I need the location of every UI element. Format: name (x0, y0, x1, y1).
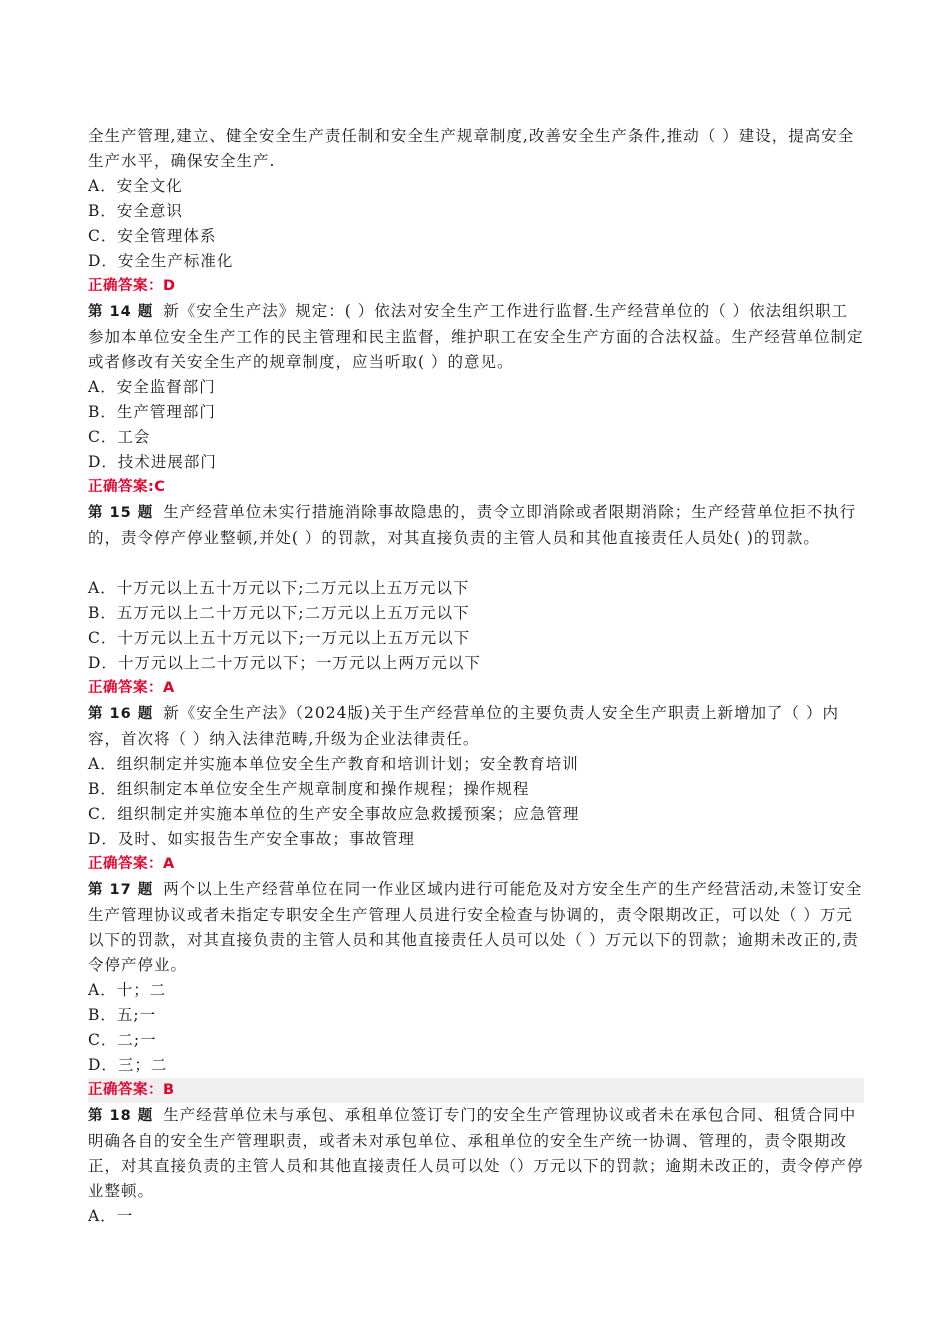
q13-answer: 正确答案：D (88, 278, 176, 294)
q17-stem-block (88, 877, 864, 978)
q17-stem: 两个以上生产经营单位在同一作业区域内进行可能危及对方安全生产的生产经营活动,未签订安全生产管理协议或者未指定专职安全生产管理人员进行安全检查与协调的，责令限期改正，可以处（ ）万元以下的罚款，对其直接负责的主管人员和其他直接责任人员可以处（ ）万元以下的罚款；逾期未改正的,责令停产停业。 (88, 880, 863, 974)
document-page (88, 124, 864, 1229)
q14-option-a: A．安全监督部门 (88, 378, 216, 396)
q15-number: 第 15 题 (88, 505, 154, 521)
q13-stem: 全生产管理,建立、健全安全生产责任制和安全生产规章制度,改善安全生产条件,推动（ ）建设，提高安全生产水平，确保安全生产. (88, 127, 855, 170)
q13-option-a: A．安全文化 (88, 177, 183, 195)
q15-stem-block (88, 500, 864, 551)
q16-option-d: D．及时、如实报告生产安全事故；事故管理 (88, 830, 415, 848)
blank-line (88, 551, 864, 576)
q17-option-c: C．二;一 (88, 1031, 157, 1049)
q13-option-d: D．安全生产标准化 (88, 252, 234, 270)
q14-stem: 新《安全生产法》规定：( ）依法对安全生产工作进行监督.生产经营单位的（ ）依法组织职工参加本单位安全生产工作的民主管理和民主监督，维护职工在安全生产方面的合法权益。生产经营单位制定或者修改有关安全生产的规章制度，应当听取( ）的意见。 (88, 302, 864, 371)
q15-option-a: A．十万元以上五十万元以下;二万元以上五万元以下 (88, 579, 470, 597)
q14-answer: 正确答案:C (88, 479, 166, 495)
q15-option-c: C．十万元以上五十万元以下;一万元以上五万元以下 (88, 629, 471, 647)
q17-option-b: B．五;一 (88, 1006, 157, 1024)
q17-answer: 正确答案：B (88, 1078, 864, 1103)
q16-stem: 新《安全生产法》（2024版)关于生产经营单位的主要负责人安全生产职责上新增加了（ ）内容，首次将（ ）纳入法律范畴,升级为企业法律责任。 (88, 704, 839, 748)
q14-option-c: C．工会 (88, 428, 151, 446)
q17-option-d: D．三；二 (88, 1056, 168, 1074)
q14-option-b: B．生产管理部门 (88, 403, 216, 421)
q18-stem-block (88, 1103, 864, 1204)
q13-option-b: B．安全意识 (88, 202, 183, 220)
q16-stem-block (88, 701, 864, 752)
q15-stem: 生产经营单位未实行措施消除事故隐患的，责令立即消除或者限期消除；生产经营单位拒不执行的，责令停产停业整顿,并处( ）的罚款，对其直接负责的主管人员和其他直接责任人员处( )的罚款。 (88, 503, 857, 547)
q18-number: 第 18 题 (88, 1108, 154, 1124)
q14-number: 第 14 题 (88, 304, 154, 320)
q15-option-b: B．五万元以上二十万元以下;二万元以上五万元以下 (88, 604, 470, 622)
q18-option-a: A．一 (88, 1207, 134, 1225)
q18-stem: 生产经营单位未与承包、承租单位签订专门的安全生产管理协议或者未在承包合同、租赁合同中明确各自的安全生产管理职责，或者未对承包单位、承租单位的安全生产统一协调、管理的，责令限期改正，对其直接负责的主管人员和其他直接责任人员可以处（）万元以下的罚款；逾期未改正的，责令停产停业整顿。 (88, 1106, 864, 1200)
q14-option-d: D．技术进展部门 (88, 453, 217, 471)
q16-option-b: B．组织制定本单位安全生产规章制度和操作规程；操作规程 (88, 780, 530, 798)
q16-option-a: A．组织制定并实施本单位安全生产教育和培训计划；安全教育培训 (88, 755, 579, 773)
q16-answer: 正确答案：A (88, 856, 175, 872)
q13-option-c: C．安全管理体系 (88, 227, 217, 245)
q16-number: 第 16 题 (88, 706, 154, 722)
q14-stem-block (88, 299, 864, 375)
q17-number: 第 17 题 (88, 882, 154, 898)
q16-option-c: C．组织制定并实施本单位的生产安全事故应急救援预案；应急管理 (88, 805, 580, 823)
q15-answer: 正确答案：A (88, 680, 175, 696)
q17-option-a: A．十；二 (88, 981, 167, 999)
q15-option-d: D．十万元以上二十万元以下；一万元以上两万元以下 (88, 654, 481, 672)
